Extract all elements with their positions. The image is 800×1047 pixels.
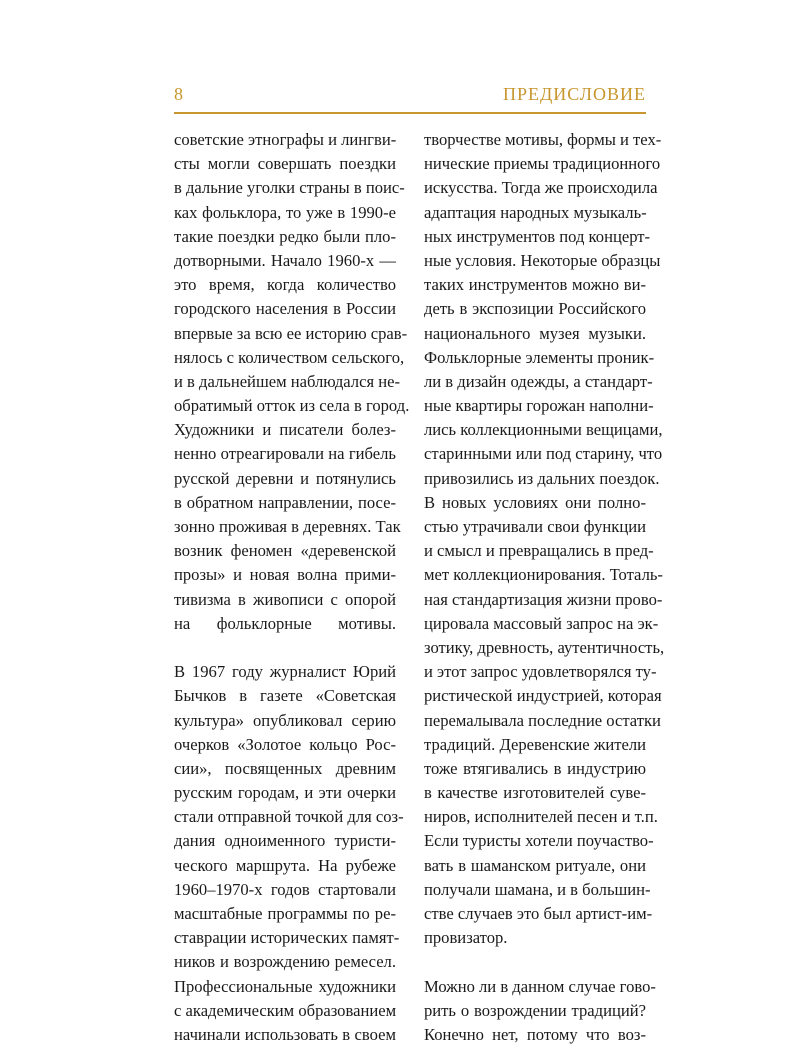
paragraph — [424, 975, 656, 1047]
text-line: цировала массовый запрос на эк- — [424, 613, 659, 633]
text-line: Профессиональные художники — [174, 976, 396, 996]
text-line: мет коллекционирования. Тоталь- — [424, 565, 663, 585]
text-line: на фольклорные мотивы. — [174, 613, 396, 633]
text-line: ристической индустрией, которая — [424, 686, 662, 706]
right-column — [424, 128, 665, 1047]
text-line: 1960–1970-х годов стартовали — [174, 879, 396, 899]
text-line: Фольклорные элементы проник- — [424, 347, 655, 367]
text-line: лись коллекционными вещицами, — [424, 420, 663, 440]
paragraph — [174, 128, 410, 636]
text-line: нические приемы традиционного — [424, 154, 661, 174]
header-rule — [174, 112, 646, 114]
text-line: ли в дизайн одежды, а стандарт- — [424, 371, 653, 391]
text-line: очерков «Золотое кольцо Рос- — [174, 734, 396, 754]
text-line: зонно проживая в деревнях. Так — [174, 517, 401, 536]
text-line: советские этнографы и лингви- — [174, 130, 397, 149]
text-line: получали шамана, и в большин- — [424, 879, 651, 899]
text-line: нялось с количеством сельского, — [174, 347, 405, 367]
text-line: ных инструментов под концерт- — [424, 226, 651, 246]
text-line: сии», посвященных древним — [174, 758, 396, 778]
paragraph-gap — [174, 636, 396, 660]
text-line: искусства. Тогда же происходила — [424, 178, 658, 198]
text-line: ставрации исторических памят- — [174, 928, 400, 948]
text-line: ческого маршрута. На рубеже — [174, 855, 396, 875]
text-line: ные квартиры горожан наполни- — [424, 396, 654, 416]
text-line: дания одноименного туристи- — [174, 831, 396, 851]
text-line: творчестве мотивы, формы и тех- — [424, 130, 662, 149]
text-line: В новых условиях они полно- — [424, 492, 646, 512]
text-line: перемалывала последние остатки — [424, 710, 661, 730]
text-line: зотику, древность, аутентичность, — [424, 637, 665, 657]
text-line: ненно отреагировали на гибель — [174, 444, 396, 464]
text-line: адаптация народных музыкаль- — [424, 202, 647, 222]
text-line: ках фольклора, то уже в 1990-е — [174, 202, 396, 222]
text-line: привозились из дальних поездок. — [424, 468, 660, 488]
text-line: масштабные программы по ре- — [174, 904, 396, 923]
text-line: в качестве изготовителей суве- — [424, 783, 646, 803]
running-head-title: ПРЕДИСЛОВИЕ — [502, 84, 646, 104]
text-line: старинными или под старину, что — [424, 444, 663, 464]
text-line: сты могли совершать поездки — [174, 154, 396, 174]
paragraph-gap — [424, 950, 646, 974]
text-line: ные условия. Некоторые образцы — [424, 250, 661, 270]
text-line: провизатор. — [424, 928, 508, 948]
text-line: тивизма в живописи с опорой — [174, 589, 396, 609]
text-line: возник феномен «деревенской — [174, 541, 396, 561]
text-line: и этот запрос удовлетворялся ту- — [424, 662, 657, 682]
text-line: Художники и писатели болез- — [174, 420, 396, 440]
text-line: национального музея музыки. — [424, 323, 646, 343]
text-line: обратимый отток из села в город. — [174, 396, 410, 416]
text-line: и смысл и превращались в пред- — [424, 541, 654, 561]
text-line: и в дальнейшем наблюдался не- — [174, 371, 400, 391]
text-line: прозы» и новая волна прими- — [174, 565, 396, 585]
page-number: 8 — [174, 84, 183, 104]
text-line: В 1967 году журналист Юрий — [174, 662, 396, 682]
text-line: деть в экспозиции Российского — [424, 299, 646, 319]
text-line: начинали использовать в своем — [174, 1024, 396, 1044]
text-line: таких инструментов можно ви- — [424, 275, 646, 295]
text-line: дотворными. Начало 1960-х — — [174, 250, 396, 270]
text-line: вать в шаманском ритуале, они — [424, 855, 646, 875]
text-line: тоже втягивались в индустрию — [424, 758, 646, 778]
text-line: в дальние уголки страны в поис- — [174, 178, 405, 198]
text-line: стали отправной точкой для соз- — [174, 807, 404, 827]
text-line: такие поездки редко были пло- — [174, 226, 396, 246]
text-line: Конечно нет, потому что воз- — [424, 1024, 646, 1044]
text-line: стью утрачивали свои функции — [424, 517, 646, 536]
text-line: ниров, исполнителей песен и т.п. — [424, 807, 658, 827]
text-line: в обратном направлении, посе- — [174, 492, 396, 512]
text-line: культура» опубликовал серию — [174, 710, 396, 730]
text-line: Если туристы хотели поучаство- — [424, 831, 654, 851]
text-line: ников и возрождению ремесел. — [174, 952, 396, 972]
text-line: стве случаев это был артист-им- — [424, 904, 653, 923]
text-line: с академическим образованием — [174, 1000, 397, 1020]
text-line: городского населения в России — [174, 299, 396, 319]
paragraph — [174, 660, 404, 1047]
text-line: Бычков в газете «Советская — [174, 686, 396, 706]
text-line: впервые за всю ее историю срав- — [174, 323, 408, 343]
paragraph — [424, 128, 665, 950]
left-column — [174, 128, 410, 1047]
page-header — [174, 80, 646, 112]
text-line: русским городам, и эти очерки — [174, 783, 396, 803]
text-line: русской деревни и потянулись — [174, 468, 396, 488]
text-line: это время, когда количество — [174, 275, 396, 295]
text-line: традиций. Деревенские жители — [424, 734, 646, 754]
text-line: рить о возрождении традиций? — [424, 1000, 646, 1020]
text-line: ная стандартизация жизни прово- — [424, 589, 663, 609]
text-line: Можно ли в данном случае гово- — [424, 976, 656, 996]
